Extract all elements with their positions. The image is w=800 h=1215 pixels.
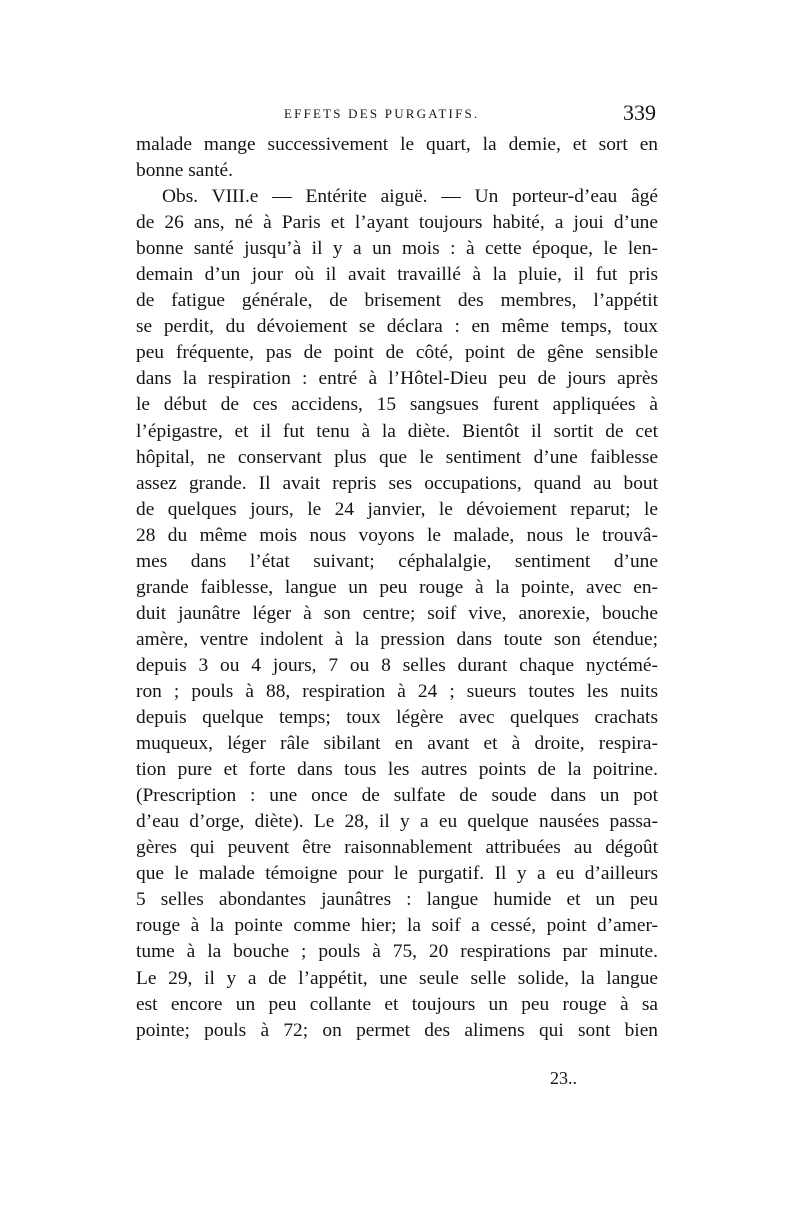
text-line: pointe; pouls à 72; on permet des alimens qui sont bien [136,1019,658,1041]
text-line: gères qui peuvent être raisonnablement attribuées au dégoût [136,837,658,859]
text-line: le début de ces accidens, 15 sangsues furent appliquées à [136,394,658,416]
text-line: d’eau d’orge, diète). Le 28, il y a eu quelque nausées passa- [136,811,658,833]
text-line: grande faiblesse, langue un peu rouge à la pointe, avec en- [136,576,658,598]
text-line: de fatigue générale, de brisement des membres, l’appétit [136,290,658,312]
observation-heading-line: Obs. VIII.e — Entérite aiguë. — Un porteur-d’eau âgé [162,186,658,208]
text-line: depuis 3 ou 4 jours, 7 ou 8 selles durant chaque nyctémé- [136,654,658,676]
text-line: muqueux, léger râle sibilant en avant et à droite, respira- [136,733,658,755]
text-line: 28 du même mois nous voyons le malade, nous le trouvâ- [136,524,658,546]
text-line: de 26 ans, né à Paris et l’ayant toujours habité, a joui d’une [136,212,658,234]
body-text [136,132,658,1044]
text-line: que le malade témoigne pour le purgatif. Il y a eu d’ailleurs [136,863,658,885]
text-line: malade mange successivement le quart, la demie, et sort en [136,134,658,155]
text-line: est encore un peu collante et toujours un peu rouge à sa [136,993,658,1015]
text-line: duit jaunâtre léger à son centre; soif vive, anorexie, bouche [136,602,658,624]
text-line: de quelques jours, le 24 janvier, le dévoiement reparut; le [136,498,658,520]
signature-mark: 23.. [550,1068,577,1088]
text-line: amère, ventre indolent à la pression dans toute son étendue; [136,628,658,650]
text-line: tion pure et forte dans tous les autres points de la poitrine. [136,759,658,781]
text-line: depuis quelque temps; toux légère avec quelques crachats [136,707,658,729]
text-line: bonne santé jusqu’à il y a un mois : à cette époque, le len- [136,238,658,260]
text-line: assez grande. Il avait repris ses occupations, quand au bout [136,472,658,494]
page-number: 339 [623,100,656,125]
text-line: se perdit, du dévoiement se déclara : en même temps, toux [136,316,658,338]
text-line: ron ; pouls à 88, respiration à 24 ; sueurs toutes les nuits [136,680,658,702]
text-line: peu fréquente, pas de point de côté, point de gêne sensible [136,342,658,364]
text-line: dans la respiration : entré à l’Hôtel-Dieu peu de jours après [136,368,658,390]
running-head [136,100,658,130]
text-line: Le 29, il y a de l’appétit, une seule selle solide, la langue [136,967,658,989]
text-line: (Prescription : une once de sulfate de soude dans un pot [136,785,658,807]
text-line: demain d’un jour où il avait travaillé à la pluie, il fut pris [136,264,658,286]
running-title: EFFETS DES PURGATIFS. [284,106,480,121]
text-line: l’épigastre, et il fut tenu à la diète. Bientôt il sortit de cet [136,420,658,442]
text-line: mes dans l’état suivant; céphalalgie, sentiment d’une [136,550,658,572]
text-line: bonne santé. [136,160,233,182]
text-line: hôpital, ne conservant plus que le sentiment d’une faiblesse [136,446,658,468]
text-line: rouge à la pointe comme hier; la soif a cessé, point d’amer- [136,915,658,937]
text-line: tume à la bouche ; pouls à 75, 20 respirations par minute. [136,941,658,963]
text-line: 5 selles abondantes jaunâtres : langue humide et un peu [136,889,658,911]
